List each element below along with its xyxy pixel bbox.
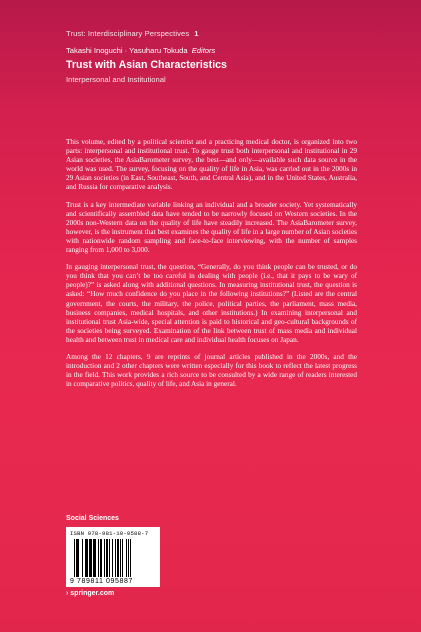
blurb-paragraph-1: This volume, edited by a political scientist and a practicing medical doctor, is organized into two parts: interpersonal and institutional trust. To gauge trust both interpersonal and institutional in 29 Asian societies, the AsiaBarometer survey, the best—and only—available such data source in the world was used. The survey, focusing on the quality of life in Asia, was carried out in the 2000s in 29 Asian societies (in East, Southeast, South, and Central Asia), and in the United States, Australia, and Russia for comparative analysis. bbox=[66, 138, 357, 192]
publisher-url: › springer.com bbox=[66, 590, 115, 597]
subject-label: Social Sciences bbox=[66, 515, 119, 522]
editors-line bbox=[66, 46, 396, 55]
isbn-text: ISBN 978-981-10-9588-7 bbox=[70, 530, 149, 537]
barcode-panel bbox=[66, 527, 160, 587]
barcode-bars bbox=[74, 539, 156, 577]
barcode-digits: 9 789811 095887 bbox=[70, 578, 133, 585]
series-volume: 1 bbox=[194, 29, 199, 38]
series-name: Trust: Interdisciplinary Perspectives bbox=[66, 29, 190, 38]
blurb-paragraph-3: In gauging interpersonal trust, the question, “Generally, do you think people can be trusted, or do you think that you can’t be too careful in dealing with people (i.e., that it pays to be wary of people)?” is asked along with additional questions. In measuring institutional trust, the question is asked: “How much confidence do you place in the following institutions?” (Listed are the central government, the courts, the military, the police, political parties, the parliament, mass media, business companies, medical hospitals, and other institutions.) In examining interpersonal and institutional trust Asia-wide, special attention is paid to historical and geo-cultural backgrounds of the societies being surveyed. Examination of the link between trust of mass media and individual health and between trust in medical care and individual health focuses on Japan. bbox=[66, 263, 357, 344]
series-line bbox=[66, 29, 396, 38]
book-subtitle: Interpersonal and Institutional bbox=[66, 75, 166, 84]
blurb-paragraph-2: Trust is a key intermediate variable linking an individual and a broader society. Yet systematically and scientifically assembled data have tended to be narrowly focused on Western societies. In the 2000s non-Western data on the quality of life have steadily increased. The AsiaBarometer survey, however, is the instrument that best examines the quality of life in a large number of Asian societies with nationwide random sampling and face-to-face interviewing, with the number of samples ranging from 1,000 to 3,000. bbox=[66, 200, 357, 255]
cover-header bbox=[66, 29, 396, 84]
editors-role: Editors bbox=[191, 46, 216, 55]
editors-names: Takashi Inoguchi · Yasuharu Tokuda bbox=[66, 46, 188, 55]
book-title: Trust with Asian Characteristics bbox=[66, 59, 227, 71]
blurb-body bbox=[66, 138, 357, 397]
blurb-paragraph-4: Among the 12 chapters, 9 are reprints of journal articles published in the 2000s, and the introduction and 2 other chapters were written especially for this book to reflect the latest progress in the field. This work provides a rich source to be consulted by a wide range of readers interested in comparative politics, quality of life, and Asia in general. bbox=[66, 352, 357, 389]
cover-footer bbox=[66, 515, 196, 597]
